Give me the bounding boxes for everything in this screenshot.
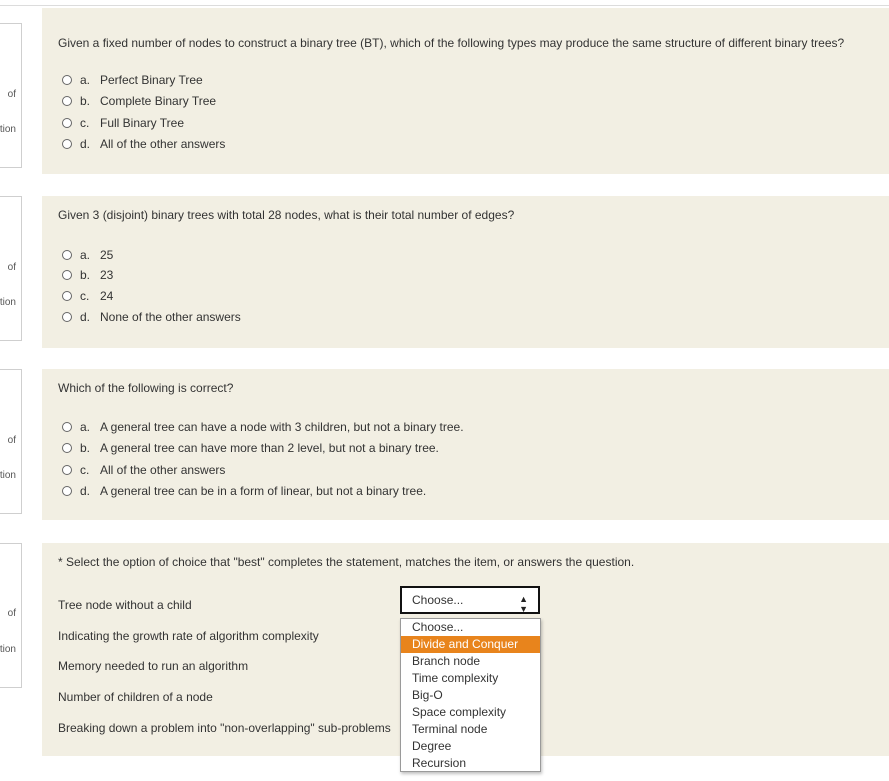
option-a[interactable] <box>62 419 464 435</box>
option-letter: a. <box>80 248 91 262</box>
question-info-fragment: tion <box>0 124 16 135</box>
answer-dropdown-list[interactable] <box>400 618 541 772</box>
select-value: Choose... <box>412 593 464 607</box>
option-b[interactable] <box>62 267 113 283</box>
matching-item: Indicating the growth rate of algorithm complexity <box>58 629 319 643</box>
dropdown-option[interactable]: Choose... <box>412 620 464 634</box>
matching-instruction: * Select the option of choice that "best" completes the statement, matches the item, or answers the question. <box>58 555 635 569</box>
option-label[interactable]: 25 <box>100 248 114 262</box>
answer-select[interactable] <box>400 586 540 614</box>
option-c[interactable] <box>62 115 184 131</box>
question-info-box-1 <box>0 23 22 168</box>
matching-item: Memory needed to run an algorithm <box>58 659 249 673</box>
option-d[interactable] <box>62 309 241 325</box>
option-letter: d. <box>80 310 91 324</box>
option-b[interactable] <box>62 440 439 456</box>
question-info-box-4 <box>0 543 22 688</box>
radio-button[interactable] <box>62 96 72 106</box>
matching-item: Number of children of a node <box>58 690 213 704</box>
question-info-fragment: of <box>7 608 16 619</box>
dropdown-option[interactable]: Terminal node <box>412 722 488 736</box>
question-info-fragment: tion <box>0 644 16 655</box>
option-letter: b. <box>80 441 91 455</box>
radio-button[interactable] <box>62 291 72 301</box>
option-label[interactable]: 23 <box>100 268 114 282</box>
matching-item: Breaking down a problem into "non-overlapping" sub-problems <box>58 721 391 735</box>
radio-button[interactable] <box>62 312 72 322</box>
radio-button[interactable] <box>62 139 72 149</box>
radio-button[interactable] <box>62 250 72 260</box>
question-info-fragment: of <box>7 89 16 100</box>
question-text: Given 3 (disjoint) binary trees with total 28 nodes, what is their total number of edges? <box>58 208 515 222</box>
radio-button[interactable] <box>62 75 72 85</box>
option-a[interactable] <box>62 72 203 88</box>
option-label[interactable]: A general tree can have more than 2 level, but not a binary tree. <box>100 441 439 455</box>
dropdown-option[interactable]: Time complexity <box>412 671 499 685</box>
radio-button[interactable] <box>62 422 72 432</box>
select-arrows-icon: ▲ ▼ <box>519 594 528 614</box>
option-label[interactable]: All of the other answers <box>100 463 226 477</box>
dropdown-option[interactable]: Recursion <box>412 756 467 770</box>
option-letter: c. <box>80 463 90 477</box>
option-label[interactable]: Full Binary Tree <box>100 116 185 130</box>
option-letter: a. <box>80 420 91 434</box>
option-label[interactable]: Perfect Binary Tree <box>100 73 203 87</box>
question-text: Which of the following is correct? <box>58 381 234 395</box>
option-letter: b. <box>80 94 91 108</box>
option-a[interactable] <box>62 247 113 263</box>
option-letter: c. <box>80 116 90 130</box>
question-info-box-3 <box>0 369 22 514</box>
radio-button[interactable] <box>62 465 72 475</box>
dropdown-option[interactable]: Degree <box>412 739 452 753</box>
option-letter: d. <box>80 137 91 151</box>
radio-button[interactable] <box>62 118 72 128</box>
question-info-fragment: of <box>7 435 16 446</box>
question-info-fragment: of <box>7 262 16 273</box>
dropdown-option[interactable]: Branch node <box>412 654 481 668</box>
top-divider <box>0 5 889 6</box>
option-d[interactable] <box>62 136 225 152</box>
question-2 <box>42 196 889 348</box>
dropdown-option-highlighted[interactable]: Divide and Conquer <box>401 636 540 653</box>
dropdown-option[interactable]: Space complexity <box>412 705 507 719</box>
question-1 <box>42 8 889 174</box>
option-letter: c. <box>80 289 90 303</box>
dropdown-option[interactable]: Big-O <box>412 688 443 702</box>
question-info-fragment: tion <box>0 297 16 308</box>
option-letter: a. <box>80 73 91 87</box>
option-label[interactable]: All of the other answers <box>100 137 226 151</box>
option-label[interactable]: 24 <box>100 289 114 303</box>
option-letter: d. <box>80 484 91 498</box>
matching-item: Tree node without a child <box>58 598 192 612</box>
option-label[interactable]: None of the other answers <box>100 310 241 324</box>
option-b[interactable] <box>62 93 216 109</box>
option-label[interactable]: Complete Binary Tree <box>100 94 217 108</box>
question-text: Given a fixed number of nodes to construct a binary tree (BT), which of the following types may produce the same structure of different binary trees? <box>58 36 845 50</box>
question-info-box-2 <box>0 196 22 341</box>
radio-button[interactable] <box>62 443 72 453</box>
question-3 <box>42 369 889 520</box>
option-d[interactable] <box>62 483 426 499</box>
option-c[interactable] <box>62 462 225 478</box>
option-label[interactable]: A general tree can have a node with 3 children, but not a binary tree. <box>100 420 464 434</box>
radio-button[interactable] <box>62 486 72 496</box>
option-letter: b. <box>80 268 91 282</box>
option-label[interactable]: A general tree can be in a form of linear, but not a binary tree. <box>100 484 427 498</box>
radio-button[interactable] <box>62 270 72 280</box>
option-c[interactable] <box>62 288 113 304</box>
question-info-fragment: tion <box>0 470 16 481</box>
